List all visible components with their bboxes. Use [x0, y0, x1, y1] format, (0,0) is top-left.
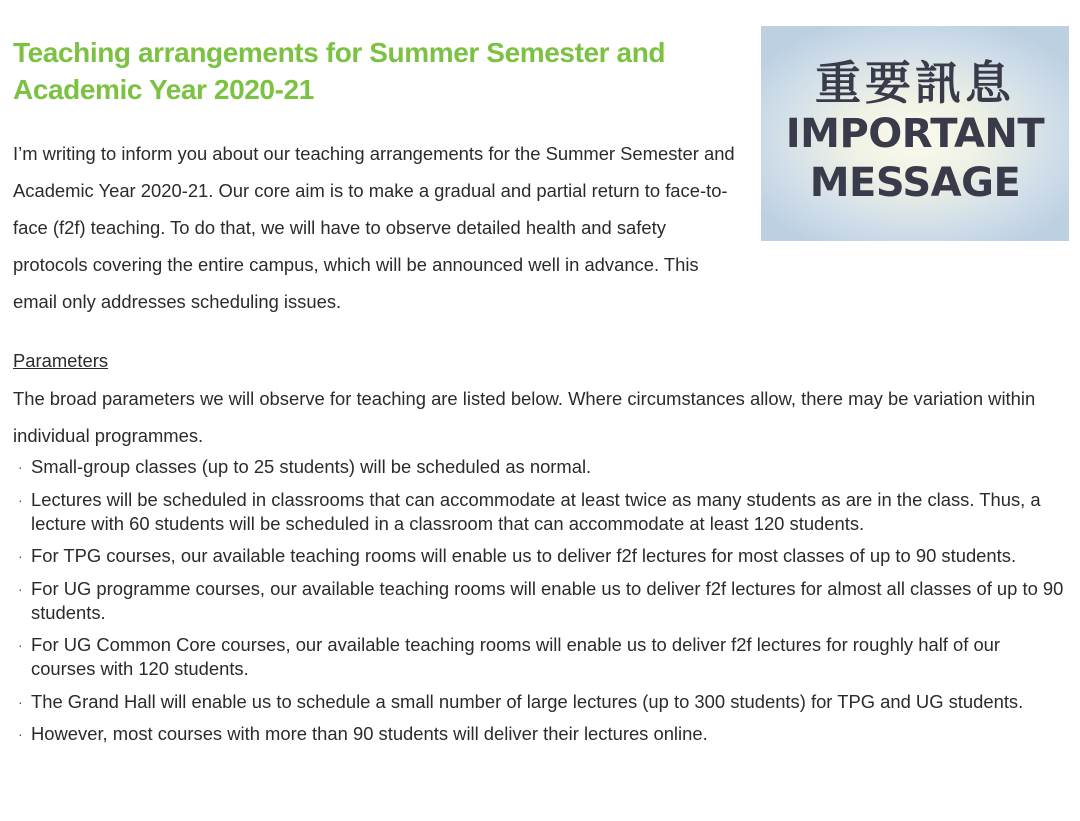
important-message-banner: [761, 26, 1069, 241]
banner-chinese-text: 重要訊息: [815, 56, 1015, 110]
list-item-text: For UG Common Core courses, our available teaching rooms will enable us to deliver f2f lectures for roughly half of our courses with 120 students.: [31, 634, 1001, 679]
list-item-text: Lectures will be scheduled in classrooms that can accommodate at least twice as many students as are in the class. Thus, a lecture with 60 students will be scheduled in a classroom that can accommodate at least 120 students.: [31, 488, 1041, 534]
parameters-intro: The broad parameters we will observe for teaching are listed below. Where circumstances allow, there may be variation within individual programmes.: [13, 388, 1036, 446]
list-item: [18, 690, 1068, 714]
intro-paragraph: I’m writing to inform you about our teaching arrangements for the Summer Semester and Academic Year 2020-21. Our core aim is to make a gradual and partial return to face-to-face (f2f) teaching. To do that, we will have to observe detailed health and safety protocols covering the entire campus, which will be announced well in advance. This email only addresses scheduling issues.: [13, 143, 735, 312]
list-item: [18, 577, 1068, 625]
bullet-icon: ·: [18, 726, 23, 742]
bullet-icon: ·: [18, 491, 23, 508]
bullet-icon: ·: [18, 693, 23, 710]
list-item-text: Small-group classes (up to 25 students) will be scheduled as normal.: [31, 456, 592, 477]
list-item-text: For UG programme courses, our available teaching rooms will enable us to deliver f2f lectures for almost all classes of up to 90 students.: [31, 577, 1064, 623]
bullet-icon: ·: [18, 459, 23, 475]
list-item: [18, 488, 1068, 536]
banner-line-message: MESSAGE: [809, 160, 1021, 206]
list-item: [18, 633, 1068, 681]
list-item: [18, 544, 1068, 568]
list-item-text: For TPG courses, our available teaching rooms will enable us to deliver f2f lectures for most classes of up to 90 students.: [31, 545, 1017, 566]
banner-line-important: IMPORTANT: [785, 111, 1045, 157]
bullet-icon: ·: [18, 548, 23, 564]
bullet-icon: ·: [18, 637, 23, 653]
page-title: Teaching arrangements for Summer Semester and Academic Year 2020-21: [13, 37, 666, 105]
parameters-heading: Parameters: [13, 350, 109, 371]
parameters-list: [18, 455, 1068, 755]
list-item: [18, 455, 1068, 479]
bullet-icon: ·: [18, 580, 23, 597]
list-item: [18, 722, 1068, 746]
list-item-text: The Grand Hall will enable us to schedule a small number of large lectures (up to 300 students) for TPG and UG students.: [31, 690, 1024, 712]
list-item-text: However, most courses with more than 90 students will deliver their lectures online.: [31, 723, 708, 744]
